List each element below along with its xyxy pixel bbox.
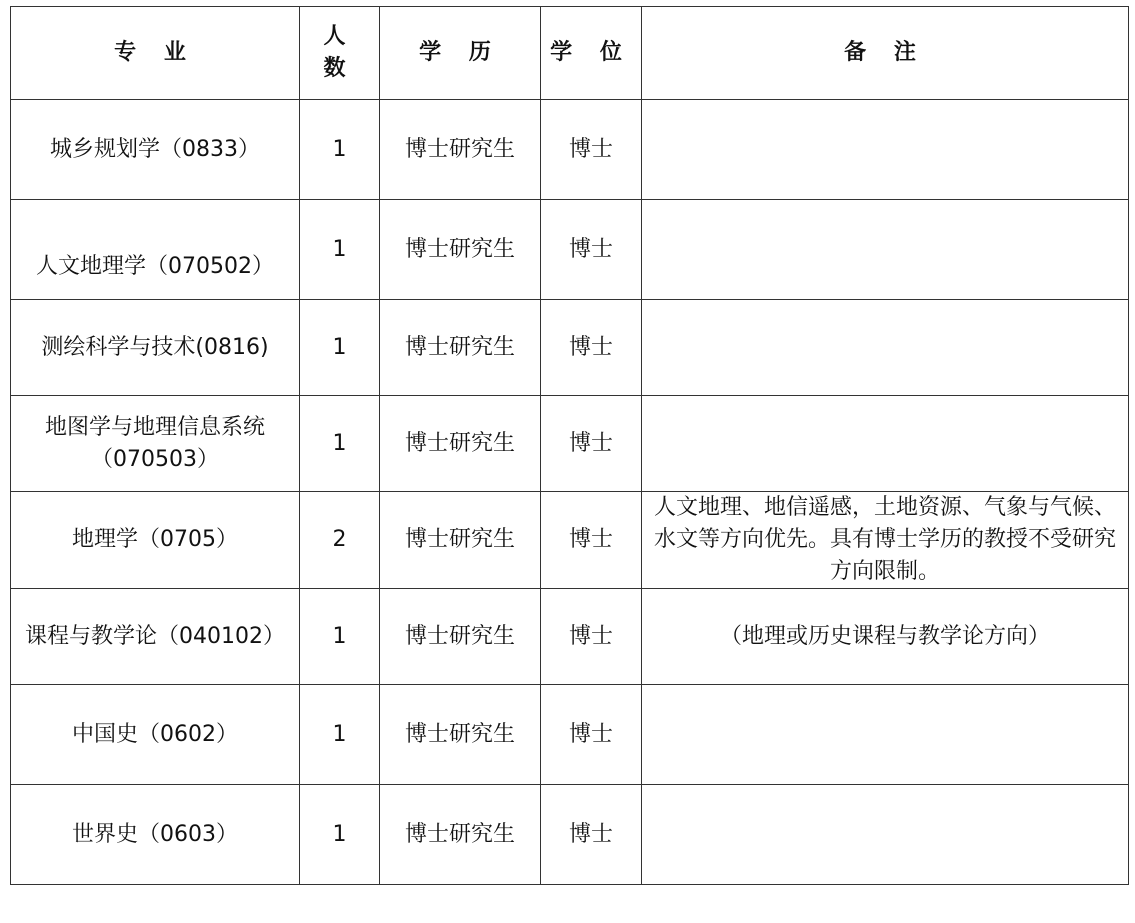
- remarks-cell: 人文地理、地信遥感，土地资源、气象与气候、水文等方向优先。具有博士学历的教授不受研究方向限制。: [642, 492, 1129, 589]
- count-cell: 1: [300, 589, 380, 685]
- major-cell: 世界史（0603）: [11, 785, 300, 885]
- table-row: [11, 300, 1129, 396]
- table-row: [11, 685, 1129, 785]
- education-cell: 博士研究生: [380, 200, 541, 300]
- count-cell: 1: [300, 396, 380, 492]
- major-cell: 测绘科学与技术(0816): [11, 300, 300, 396]
- remarks-cell: [642, 200, 1129, 300]
- count-cell: 1: [300, 100, 380, 200]
- count-cell: 1: [300, 785, 380, 885]
- header-row: [11, 7, 1129, 100]
- degree-cell: 博士: [541, 300, 642, 396]
- recruitment-table: [10, 6, 1129, 885]
- header-degree: 学 位: [541, 7, 642, 100]
- degree-cell: 博士: [541, 685, 642, 785]
- degree-cell: 博士: [541, 396, 642, 492]
- count-cell: 1: [300, 200, 380, 300]
- header-major: 专 业: [11, 7, 300, 100]
- remarks-cell: [642, 396, 1129, 492]
- degree-cell: 博士: [541, 492, 642, 589]
- remarks-cell: （地理或历史课程与教学论方向）: [642, 589, 1129, 685]
- remarks-cell: [642, 300, 1129, 396]
- major-cell: 地图学与地理信息系统（070503）: [11, 396, 300, 492]
- count-cell: 2: [300, 492, 380, 589]
- education-cell: 博士研究生: [380, 785, 541, 885]
- table-row: [11, 396, 1129, 492]
- education-cell: 博士研究生: [380, 100, 541, 200]
- education-cell: 博士研究生: [380, 589, 541, 685]
- remarks-cell: [642, 785, 1129, 885]
- table-row: [11, 785, 1129, 885]
- count-cell: 1: [300, 685, 380, 785]
- table-row: [11, 589, 1129, 685]
- degree-cell: 博士: [541, 589, 642, 685]
- degree-cell: 博士: [541, 200, 642, 300]
- table-row: [11, 100, 1129, 200]
- education-cell: 博士研究生: [380, 396, 541, 492]
- table-row: [11, 200, 1129, 300]
- major-cell: 中国史（0602）: [11, 685, 300, 785]
- major-cell: 地理学（0705）: [11, 492, 300, 589]
- remarks-cell: [642, 100, 1129, 200]
- education-cell: 博士研究生: [380, 492, 541, 589]
- major-cell: 城乡规划学（0833）: [11, 100, 300, 200]
- header-count: 人 数: [300, 7, 380, 100]
- major-cell: 人文地理学（070502）: [11, 200, 300, 300]
- degree-cell: 博士: [541, 100, 642, 200]
- table-row: [11, 492, 1129, 589]
- major-cell: 课程与教学论（040102）: [11, 589, 300, 685]
- education-cell: 博士研究生: [380, 300, 541, 396]
- remarks-cell: [642, 685, 1129, 785]
- header-remarks: 备 注: [642, 7, 1129, 100]
- degree-cell: 博士: [541, 785, 642, 885]
- education-cell: 博士研究生: [380, 685, 541, 785]
- count-cell: 1: [300, 300, 380, 396]
- header-education: 学 历: [380, 7, 541, 100]
